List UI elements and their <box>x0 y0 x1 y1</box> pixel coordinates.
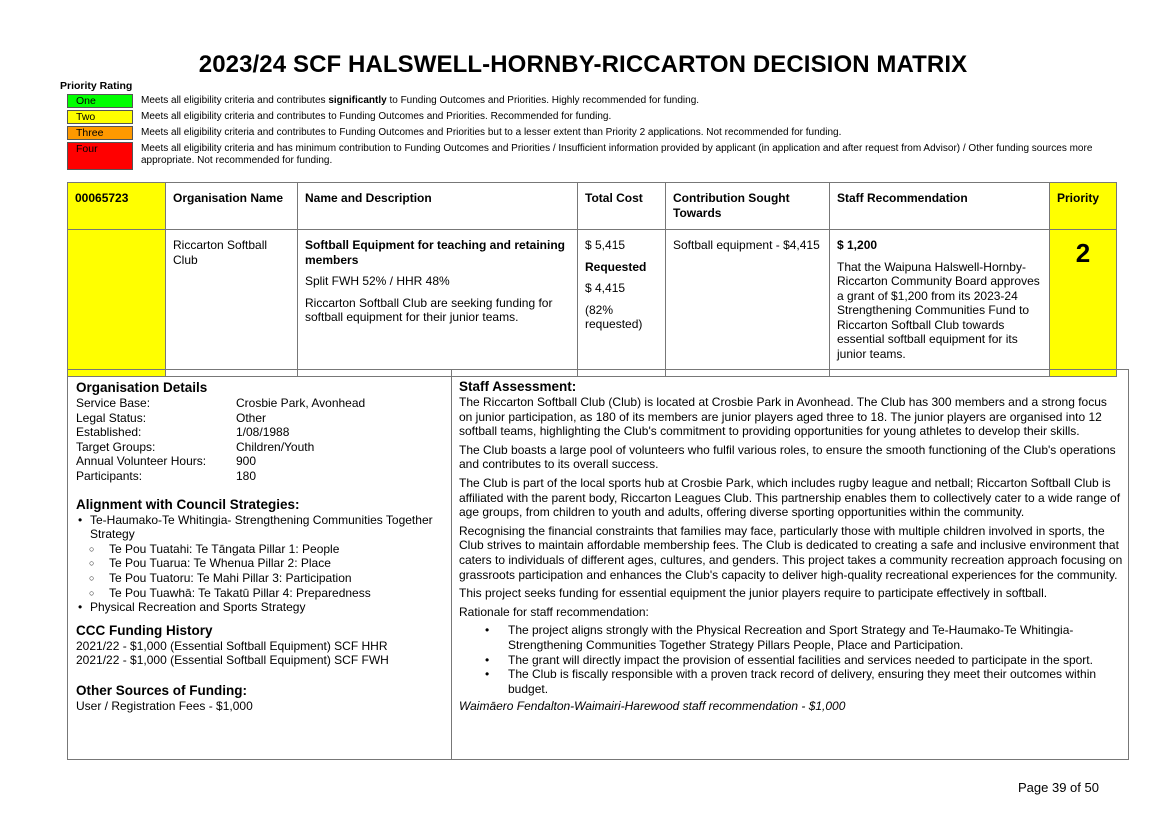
requested-amount: $ 4,415 <box>585 281 626 295</box>
assessment-paragraph: The Club boasts a large pool of volunteers who fulfil various roles, to ensure the smooth functioning of the Club's operations and contributes to its overall success. <box>459 442 1116 472</box>
project-description: Riccarton Softball Club are seeking funding for softball equipment for their junior teams. <box>305 295 553 324</box>
assessment-paragraph: This project seeks funding for essential equipment the junior players require to participate effectively in softball. <box>459 586 1048 601</box>
staff-assessment-heading: Staff Assessment: <box>459 379 577 394</box>
funding-history-item: 2021/22 - $1,000 (Essential Softball Equipment) SCF HHR <box>76 638 388 653</box>
project-title: Softball Equipment for teaching and retaining members <box>305 238 566 267</box>
strategy-item: • Physical Recreation and Sports Strategy <box>76 600 446 615</box>
org-detail-row: Service Base: Crosbie Park, Avonhead <box>76 396 366 410</box>
recommendation-text: That the Waipuna Halswell-Hornby-Riccarton Community Board approves a grant of $1,200 from its 2023-24 Strengthening Communities Fund to Riccarton Softball Club towards essential softball equipment for its junior teams. <box>837 259 1040 361</box>
pillar-item: ○ Te Pou Tuatahi: Te Tāngata Pillar 1: People <box>76 542 446 557</box>
staff-footnote: Waimāero Fendalton-Waimairi-Harewood staff recommendation - $1,000 <box>459 699 846 714</box>
assessment-paragraph: Recognising the financial constraints that families may face, particularly those with multiple children involved in sports, the Club strives to maintain affordable membership fees. The Club is dedicated to creating a safe and inclusive environment that caters to individuals of different ages, cultures, and genders. This project takes a community recreation approach focusing on grassroots participation and enhances the Club's capacity to deliver high-quality recreational experiences for the community. <box>459 523 1123 582</box>
contribution-sought: Softball equipment - $4,415 <box>666 230 830 377</box>
priority-text-two: Meets all eligibility criteria and contributes to Funding Outcomes and Priorities. Recommended for funding. <box>141 111 612 122</box>
priority-text-four: Meets all eligibility criteria and has minimum contribution to Funding Outcomes and Priorities / Insufficient information provided by applicant (in application and after request from Advisor) / Other funding sources more appropriate. Not recommended for funding. <box>141 143 1093 166</box>
project-description-cell <box>298 230 578 377</box>
header-organisation: Organisation Name <box>166 183 298 230</box>
priority-rating-heading: Priority Rating <box>60 80 133 92</box>
pillar-item: ○ Te Pou Tuarua: Te Whenua Pillar 2: Place <box>76 556 446 571</box>
header-priority: Priority <box>1050 183 1117 230</box>
recommendation-cell <box>830 230 1050 377</box>
org-detail-row: Target Groups: Children/Youth <box>76 439 315 454</box>
org-detail-row: Participants: 180 <box>76 468 257 483</box>
header-description: Name and Description <box>298 183 578 230</box>
recommendation-amount: $ 1,200 <box>837 238 878 252</box>
application-id: 00065723 <box>68 183 166 230</box>
organisation-name: Riccarton Softball Club <box>166 230 298 377</box>
page-number: Page 39 of 50 <box>1018 780 1099 795</box>
other-funding-heading: Other Sources of Funding: <box>76 682 247 698</box>
funding-split: Split FWH 52% / HHR 48% <box>305 274 450 288</box>
rationale-item: • The Club is fiscally responsible with a proven track record of delivery, ensuring they meet their outcomes within budget. <box>485 667 1123 696</box>
pillar-item: ○ Te Pou Tuawhā: Te Takatū Pillar 4: Preparedness <box>76 586 446 601</box>
details-panel <box>67 369 1129 760</box>
priority-swatch-one: One <box>67 94 133 108</box>
header-recommendation: Staff Recommendation <box>830 183 1050 230</box>
alignment-heading: Alignment with Council Strategies: <box>76 496 300 512</box>
funding-history-heading: CCC Funding History <box>76 622 213 638</box>
priority-swatch-two: Two <box>67 110 133 124</box>
org-details-heading: Organisation Details <box>76 380 208 395</box>
strategy-item: • Te-Haumako-Te Whitingia- Strengthening Communities Together Strategy <box>76 513 446 542</box>
rationale-heading: Rationale for staff recommendation: <box>459 604 649 619</box>
staff-assessment-column <box>459 379 1123 718</box>
priority-value: 2 <box>1050 230 1117 377</box>
org-detail-row: Established: 1/08/1988 <box>76 425 290 440</box>
priority-swatch-three: Three <box>67 126 133 140</box>
rationale-item: • The grant will directly impact the provision of essential facilities and services needed to participate in the sport. <box>485 653 1123 668</box>
column-divider <box>451 370 452 759</box>
pillar-item: ○ Te Pou Tuatoru: Te Mahi Pillar 3: Participation <box>76 571 446 586</box>
priority-swatch-four: Four <box>67 142 133 170</box>
total-cost-cell <box>578 230 666 377</box>
funding-history-item: 2021/22 - $1,000 (Essential Softball Equipment) SCF FWH <box>76 653 389 668</box>
assessment-paragraph: The Club is part of the local sports hub at Crosbie Park, which includes rugby league and netball; Riccarton Softball Club is affiliated with the parent body, Riccarton Leagues Club. This partnership enables them to collectively cater to a wide range of age groups, from children to youth and adults, offering diverse sporting opportunities within the community. <box>459 475 1121 520</box>
priority-text-one: Meets all eligibility criteria and contributes significantly to Funding Outcomes and Priorities. Highly recommended for funding. <box>141 95 700 106</box>
rationale-item: • The project aligns strongly with the Physical Recreation and Sport Strategy and Te-Haumako-Te Whitingia-Strengthening Communities Together Strategy Pillars People, Place and Participation. <box>485 623 1123 652</box>
organisation-column <box>76 380 446 714</box>
id-cell-body <box>68 230 166 377</box>
page-title: 2023/24 SCF HALSWELL-HORNBY-RICCARTON DECISION MATRIX <box>198 51 968 78</box>
requested-percentage: (82% requested) <box>585 302 643 331</box>
org-detail-row: Annual Volunteer Hours: 900 <box>76 454 257 469</box>
application-table <box>67 182 1117 377</box>
header-contribution: Contribution Sought Towards <box>666 183 830 230</box>
priority-text-three: Meets all eligibility criteria and contributes to Funding Outcomes and Priorities but to a lesser extent than Priority 2 applications. Not recommended for funding. <box>141 127 842 138</box>
header-total-cost: Total Cost <box>578 183 666 230</box>
org-detail-row: Legal Status: Other <box>76 410 267 425</box>
requested-label: Requested <box>585 259 647 274</box>
assessment-paragraph: The Riccarton Softball Club (Club) is located at Crosbie Park in Avonhead. The Club has 300 members and a strong focus on junior participation, as 180 of its members are junior players aged three to 18. The junior players are organised into 12 softball teams, highlighting the Club's commitment to providing opportunities for young athletes to develop their skills. <box>459 395 1107 439</box>
rationale-list <box>485 623 1123 696</box>
strategy-list <box>76 513 446 615</box>
total-cost: $ 5,415 <box>585 238 626 252</box>
other-funding-item: User / Registration Fees - $1,000 <box>76 698 253 713</box>
